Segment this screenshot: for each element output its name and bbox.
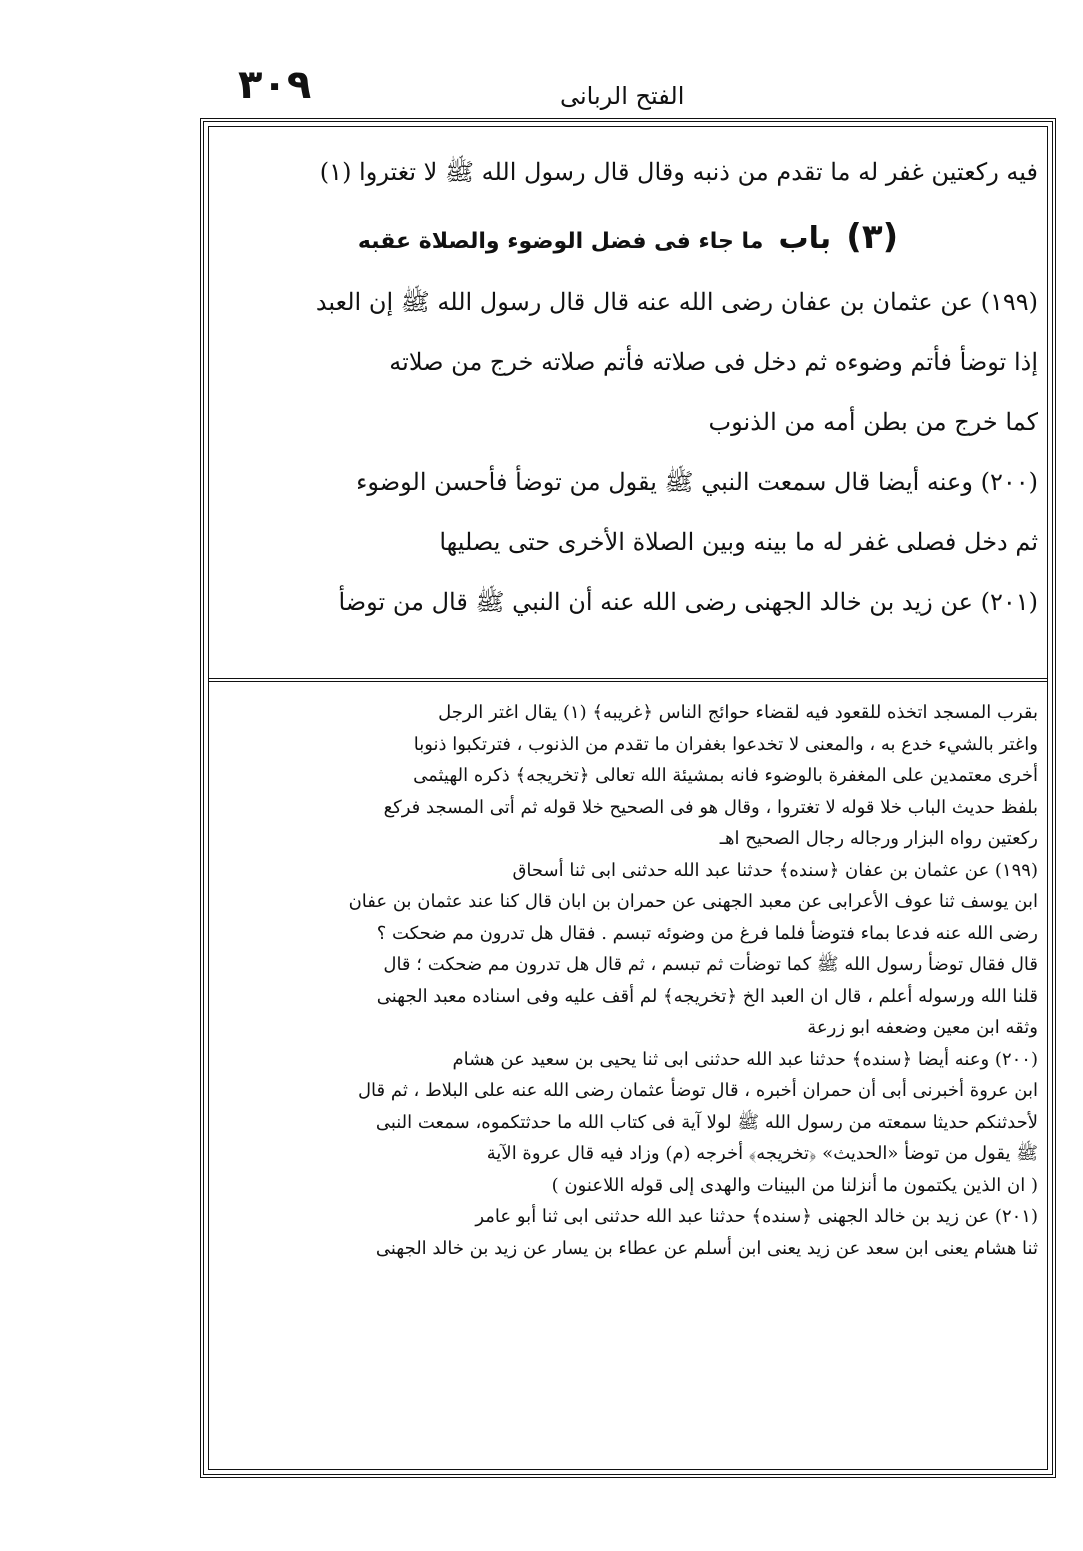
main-line: كما خرج من بطن أمه من الذنوب — [708, 408, 1038, 436]
footnote-line: ( ان الذين يكتمون ما أنزلنا من البينات والهدى إلى قوله اللاعنون ) — [551, 1174, 1038, 1196]
chapter-heading — [218, 202, 1038, 272]
main-line: (٢٠٠) وعنه أيضا قال سمعت النبي ﷺ يقول من توضأ فأحسن الوضوء — [356, 468, 1038, 496]
chapter-word: باب — [778, 221, 832, 256]
chapter-title: ما جاء فى فضل الوضوء والصلاة عقبه — [357, 229, 764, 254]
footnote-line: ﷺ يقول من توضأ «الحديث» ﴿تخريجه﴾ أخرجه (م) وزاد فيه قال عروة الآية — [486, 1143, 1038, 1164]
running-title: الفتح الربانى — [560, 82, 685, 110]
footnotes — [218, 697, 1038, 1464]
main-line: إذا توضأ فأتم وضوءه ثم دخل فى صلاته فأتم صلاته خرج من صلاته — [389, 348, 1038, 376]
main-line: ثم دخل فصلى غفر له ما بينه وبين الصلاة الأخرى حتى يصليها — [439, 528, 1038, 556]
footnote-line: قال فقال توضأ رسول الله ﷺ كما توضأت ثم تبسم ، ثم قال هل تدرون مم ضحكت ؛ قال — [383, 954, 1038, 975]
footnote-line: وثقه ابن معين وضعفه ابو زرعة — [807, 1017, 1038, 1038]
page-frame — [200, 118, 1056, 1478]
footnote-line: واغتر بالشيء خدع به ، والمعنى لا تخدعوا بغفران ما تقدم من الذنوب ، فترتكبوا ذنوبا — [413, 733, 1038, 755]
main-text — [218, 142, 1038, 682]
footnote-line: ابن عروة أخبرنى أبى أن حمران أخبره ، قال توضأ عثمان رضى الله عنه على البلاط ، ثم قال — [357, 1080, 1038, 1101]
footnote-line: ركعتين رواه البزار ورجاله رجال الصحيح اهـ — [719, 828, 1038, 849]
footnote-line: قلنا الله ورسوله أعلم ، قال ان العبد الخ ﴿تخريجه﴾ لم أقف عليه وفى اسناده معبد الجهنى — [376, 985, 1038, 1007]
main-line: فيه ركعتين غفر له ما تقدم من ذنبه وقال قال رسول الله ﷺ لا تغتروا (١) — [319, 158, 1038, 186]
footnote-line: أخرى معتمدين على المغفرة بالوضوء فانه بمشيئة الله تعالى ﴿تخريجه﴾ ذكره الهيثمى — [413, 765, 1038, 786]
chapter-number: (٣) — [846, 217, 899, 257]
footnote-line: (٢٠٠) وعنه أيضا ﴿سنده﴾ حدثنا عبد الله حدثنى ابى ثنا يحيى بن سعيد عن هشام — [452, 1048, 1038, 1070]
footnote-line: بقرب المسجد اتخذه للقعود فيه لقضاء حوائج الناس ﴿غريبه﴾ (١) يقال اغتر الرجل — [438, 702, 1038, 723]
page-number: ٣٠٩ — [238, 62, 312, 108]
footnote-divider — [208, 678, 1048, 682]
footnote-line: ثنا هشام يعنى ابن سعد عن زيد يعنى ابن أسلم عن عطاء بن يسار عن زيد بن خالد الجهنى — [375, 1237, 1038, 1259]
footnote-line: (١٩٩) عن عثمان بن عفان ﴿سنده﴾ حدثنا عبد الله حدثنى ابى ثنا أسحاق — [512, 859, 1038, 881]
main-line: (٢٠١) عن زيد بن خالد الجهنى رضى الله عنه أن النبي ﷺ قال من توضأ — [338, 588, 1038, 616]
main-line: (١٩٩) عن عثمان بن عفان رضى الله عنه قال قال رسول الله ﷺ إن العبد — [315, 288, 1038, 316]
footnote-line: بلفظ حديث الباب خلا قوله لا تغتروا ، وقال هو فى الصحيح خلا قوله ثم أتى المسجد فركع — [383, 796, 1038, 818]
footnote-line: رضى الله عنه فدعا بماء فتوضأ فلما فرغ من وضوئه تبسم . فقال هل تدرون مم ضحكت ؟ — [376, 922, 1038, 944]
footnote-line: لأحدثنكم حديثا سمعته من رسول الله ﷺ لولا آية فى كتاب الله ما حدثتكموه، سمعت النبى — [375, 1111, 1038, 1133]
footnote-line: ابن يوسف ثنا عوف الأعرابى عن معبد الجهنى عن حمران بن ابان قال كنا عند عثمان بن عفان — [348, 891, 1038, 912]
footnote-line: (٢٠١) عن زيد بن خالد الجهنى ﴿سنده﴾ حدثنا عبد الله حدثنى ابى ثنا أبو عامر — [475, 1206, 1038, 1227]
